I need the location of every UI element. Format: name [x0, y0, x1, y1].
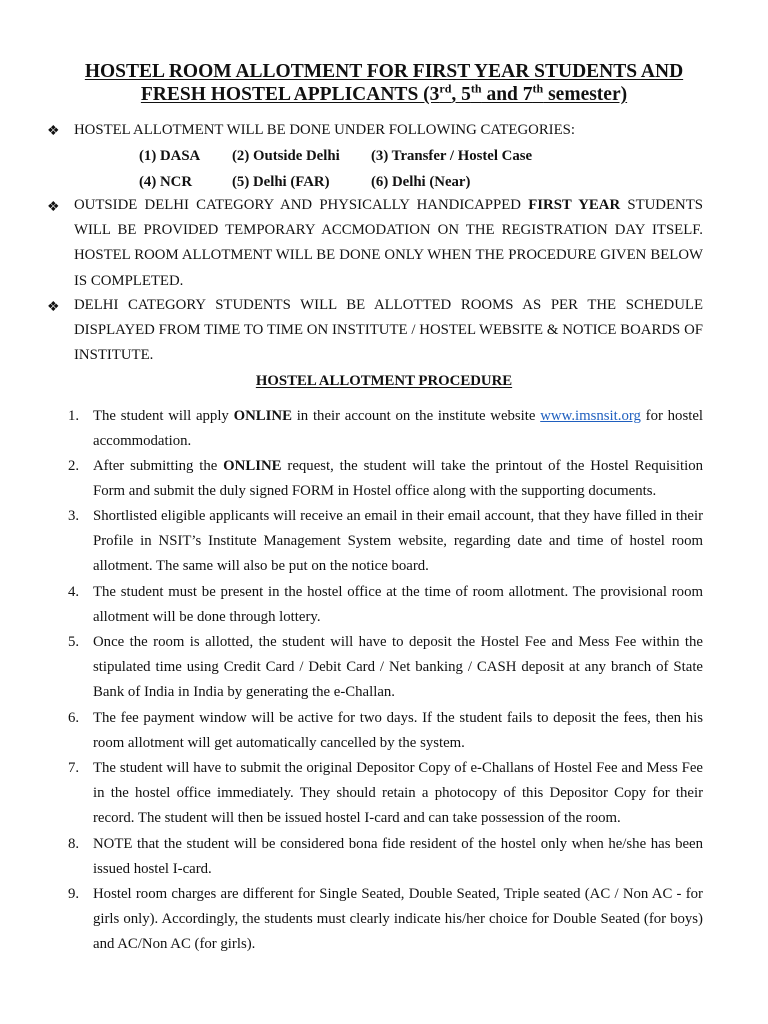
category-item: (2) Outside Delhi	[232, 148, 340, 164]
category-item: (4) NCR	[139, 174, 193, 190]
delhi-category-note: DELHI CATEGORY STUDENTS WILL BE ALLOTTED ROOMS AS PER THE SCHEDULE DISPLAYED FROM TIME TO TIME ON INSTITUTE / HOSTEL WEBSITE & NOTICE BOARDS OF INSTITUTE.	[74, 297, 703, 364]
category-item: (1) DASA	[139, 148, 201, 164]
procedure-heading: HOSTEL ALLOTMENT PROCEDURE	[255, 373, 513, 389]
document-title	[40, 60, 728, 106]
categories-intro: HOSTEL ALLOTMENT WILL BE DONE UNDER FOLLOWING CATEGORIES:	[74, 122, 575, 138]
bullet-icon: ❖	[47, 200, 60, 215]
bullet-icon: ❖	[47, 124, 60, 139]
category-item: (5) Delhi (FAR)	[232, 174, 330, 190]
category-item: (3) Transfer / Hostel Case	[371, 148, 533, 164]
title-line-1: HOSTEL ROOM ALLOTMENT FOR FIRST YEAR STUDENTS AND	[84, 61, 684, 82]
document-page: HOSTEL ROOM ALLOTMENT FOR FIRST YEAR STUDENTS AND FRESH HOSTEL APPLICANTS (3rd, 5th and 7th semester) ❖ HOSTEL ALLOTMENT WILL BE DONE UNDER FOLLOWING CATEGORIES: (1) DASA (2) Outside Delhi (3) Transfer / Hostel Case (4) NCR (5) Delhi (FAR) (6) Delhi (Near) ❖ OUTSIDE DELHI CATEGORY AND PHYSICALLY HANDICAPPED FIRST YEAR STUDENTS WILL BE PROVIDED TEMPORARY ACCMODATION ON THE REGISTRATION DAY ITSELF. HOSTEL ROOM ALLOTMENT WILL BE DONE ONLY WHEN THE PROCEDURE GIVEN BELOW IS COMPLETED. ❖ DELHI CATEGORY STUDENTS WILL BE ALLOTTED ROOMS AS PER THE SCHEDULE DISPLAYED FROM TIME TO TIME ON INSTITUTE / HOSTEL WEBSITE & NOTICE BOARDS OF INSTITUTE. HOSTEL ALLOTMENT PROCEDURE 1. The student will apply ONLINE in their account on the institute website www.imsnsit.org for hostel accommodation. 2. After submitting the ONLINE request, the student will take the printout of the Hostel Requisition Form and submit the duly signed FORM in Hostel office along with the supporting documents. 3. Shortlisted eligible applicants will receive an email in their email account, that they have filled in their Profile in NSIT’s Institute Management System website, regarding date and time of hostel room allotment. The same will also be put on the notice board. 4. The student must be present in the hostel office at the time of room allotment. The provisional room allotment will be done through lottery. 5. Once the room is allotted, the student will have to deposit the Hostel Fee and Mess Fee within the stipulated time using Credit Card / Debit Card / Net banking / CASH deposit at any branch of State Bank of India in India by generating the e-Challan. 6. The fee payment window will be active for two days. If the student fails to deposit the fees, then his room allotment will get automatically cancelled by the system. 7. The student will have to submit the original Depositor Copy of e-Challans of Hostel Fee and Mess Fee in the hostel office immediately. They should retain a photocopy of this Depositor Copy for their record. The student will then be issued hostel I-card and can take possession of the room. 8. NOTE that the student will be considered bona fide resident of the hostel only when he/she has been issued hostel I-card. 9. Hostel room charges are different for Single Seated, Double Seated, Triple seated (AC / Non AC - for girls only). Accordingly, the students must clearly indicate his/her choice for Double Seated (for boys) and AC/Non AC (for girls).	[0, 0, 768, 1024]
bullet-icon: ❖	[47, 300, 60, 315]
title-line-2: FRESH HOSTEL APPLICANTS (3rd, 5th and 7th semester)	[140, 81, 628, 105]
temporary-accommodation-note: OUTSIDE DELHI CATEGORY AND PHYSICALLY HANDICAPPED FIRST YEAR STUDENTS WILL BE PROVIDED TEMPORARY ACCMODATION ON THE REGISTRATION DAY ITSELF. HOSTEL ROOM ALLOTMENT WILL BE DONE ONLY WHEN THE PROCEDURE GIVEN BELOW IS COMPLETED.	[74, 197, 703, 289]
category-item: (6) Delhi (Near)	[371, 174, 471, 190]
institute-website-link[interactable]: www.imsnsit.org	[540, 408, 641, 424]
